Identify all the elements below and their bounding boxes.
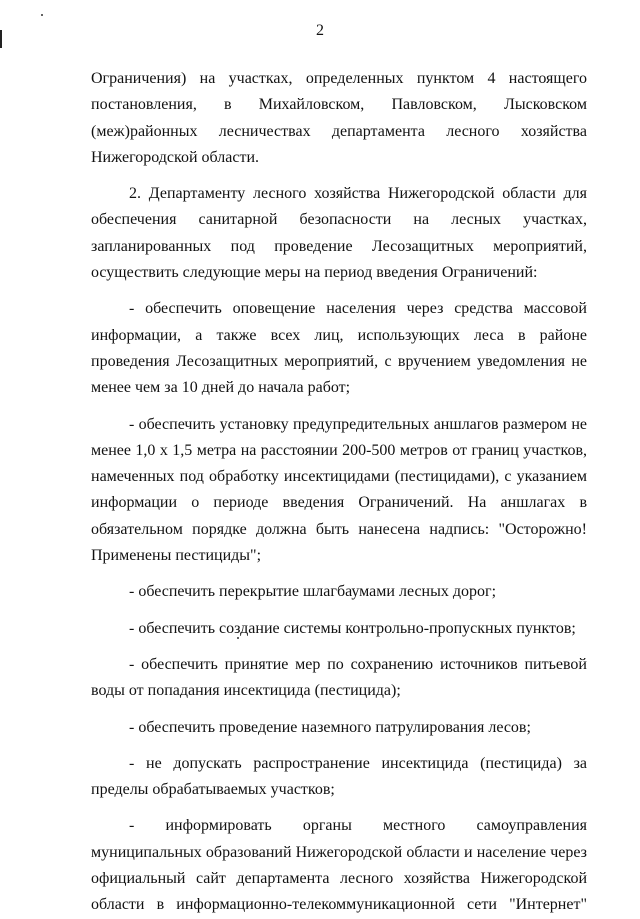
document-body	[91, 66, 587, 919]
measure-item-notify: - обеспечить оповещение населения через средства массовой информации, а также всех лиц, использующих леса в районе проведения Лесозащитных мероприятий, с вручением уведомления не менее чем за 10 дней до начала работ;	[91, 300, 587, 397]
measure-item-barriers: - обеспечить перекрытие шлагбаумами лесных дорог;	[129, 583, 497, 601]
measure-item-inform: - информировать органы местного самоуправления муниципальных образований Нижегородской области и население через официальный сайт департамента лесного хозяйства Нижегородской области в информационно-телекоммуникационной сети "Интернет"	[91, 817, 587, 914]
paragraph-item-2: 2. Департаменту лесного хозяйства Нижегородской области для обеспечения санитарной безопасности на лесных участках, запланированных под проведение Лесозащитных мероприятий, осуществить следующие меры на период введения Ограничений:	[91, 185, 587, 282]
measure-item-checkpoints: - обеспечить создание системы контрольно-пропускных пунктов;	[129, 619, 576, 637]
measure-item-signs: - обеспечить установку предупредительных аншлагов размером не менее 1,0 х 1,5 метра на расстоянии 200-500 метров от границ участков, намеченных под обработку инсектицидами (пестицидами), с указанием информации о периоде введения Ограничений. На аншлагах в обязательном порядке должна быть нанесена надпись: "Осторожно! Применены пестициды";	[91, 415, 587, 565]
measure-item-spread: - не допускать распространение инсектицида (пестицида) за пределы обрабатываемых участков;	[91, 754, 587, 799]
measure-item-water: - обеспечить принятие мер по сохранению источников питьевой воды от попадания инсектицида (пестицида);	[91, 655, 587, 700]
measure-item-patrol: - обеспечить проведение наземного патрулирования лесов;	[129, 718, 531, 736]
page-number: 2	[316, 22, 324, 39]
paragraph-continuation: Ограничения) на участках, определенных пунктом 4 настоящего постановления, в Михайловском, Павловском, Лысковском (меж)районных лесничествах департамента лесного хозяйства Нижегородской области.	[91, 70, 587, 166]
scan-speck	[41, 14, 43, 16]
